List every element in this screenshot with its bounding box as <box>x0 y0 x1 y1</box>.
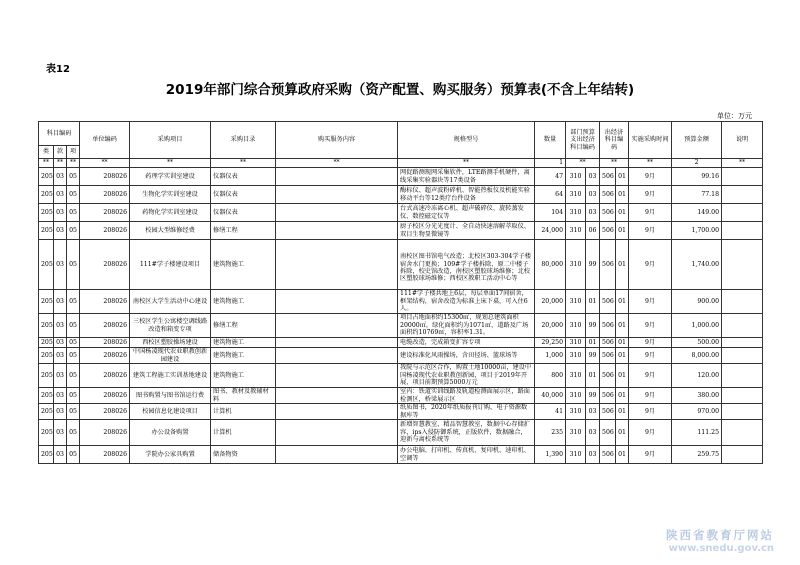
cell-catalog: 仪器仪表 <box>211 168 276 186</box>
header-catalog: 采购目录 <box>211 122 276 159</box>
cell-amount: 111.25 <box>672 420 722 446</box>
cell-catalog: 修缮工程 <box>211 314 276 338</box>
cell-xiang: 05 <box>67 204 80 222</box>
header-month: 实施采购时间 <box>629 122 672 159</box>
cell-qty: 235 <box>535 420 566 446</box>
cell-unit: 208026 <box>80 446 130 464</box>
cell-month: 9月 <box>629 290 672 314</box>
marker-cell: ** <box>39 159 54 168</box>
cell-e4: 01 <box>616 338 629 348</box>
spec-text: 厨子校区分光光度计、全自动快速溶解萃取仪、双目生物显微镜等 <box>400 223 530 238</box>
cell-e2: 99 <box>586 348 600 364</box>
cell-month: 9月 <box>629 186 672 204</box>
spec-text: 酶标仪、超声波粉碎机、智能热板仪及机能实验移动平台等12类疗台件设备 <box>400 187 530 202</box>
cell-note <box>722 168 763 186</box>
cell-xiang: 05 <box>67 168 80 186</box>
header-econ-code: 部门预算支出经济科目编码 <box>566 122 600 159</box>
cell-project: 学院办公家具购置 <box>130 446 211 464</box>
cell-e1: 310 <box>566 404 586 420</box>
marker-cell: ** <box>54 159 67 168</box>
watermark-url: www.snedu.gov.cn <box>668 543 774 554</box>
cell-kuan: 03 <box>54 446 67 464</box>
cell-xiang: 05 <box>67 290 80 314</box>
cell-project: 三校区学生公寓楼空调线路改造和箱变专项 <box>130 314 211 338</box>
cell-note <box>722 404 763 420</box>
cell-e1: 310 <box>566 364 586 388</box>
cell-e3: 506 <box>600 446 616 464</box>
marker-cell: ** <box>600 159 629 168</box>
header-lei: 类 <box>39 146 54 159</box>
header-spec: 规格型号 <box>398 122 535 159</box>
cell-unit: 208026 <box>80 222 130 240</box>
cell-qty: 64 <box>535 186 566 204</box>
cell-kuan: 03 <box>54 314 67 338</box>
cell-e4: 01 <box>616 348 629 364</box>
cell-e1: 310 <box>566 186 586 204</box>
table-row <box>39 204 763 222</box>
cell-e4: 01 <box>616 364 629 388</box>
cell-xiang: 05 <box>67 348 80 364</box>
cell-project: 药物化学实训室建设 <box>130 204 211 222</box>
cell-lei: 205 <box>39 204 54 222</box>
watermark-name: 陕西省教育厅网站 <box>666 528 774 542</box>
cell-kuan: 03 <box>54 240 67 290</box>
cell-month: 9月 <box>629 420 672 446</box>
cell-month: 9月 <box>629 364 672 388</box>
cell-e2: 99 <box>586 388 600 404</box>
cell-service <box>276 364 398 388</box>
cell-catalog: 建筑物施工 <box>211 364 276 388</box>
cell-catalog: 计算机 <box>211 420 276 446</box>
cell-service <box>276 404 398 420</box>
cell-lei: 205 <box>39 240 54 290</box>
cell-spec <box>398 240 535 290</box>
cell-spec <box>398 420 535 446</box>
cell-unit: 208026 <box>80 314 130 338</box>
cell-amount: 77.18 <box>672 186 722 204</box>
cell-e2: 03 <box>586 186 600 204</box>
cell-qty: 29,250 <box>535 338 566 348</box>
cell-e1: 310 <box>566 446 586 464</box>
spec-text: 台式高速冷冻离心机、超声破碎仪、旋转蒸发仪、数控磁定仪等 <box>400 205 524 220</box>
cell-e2: 03 <box>586 420 600 446</box>
cell-lei: 205 <box>39 338 54 348</box>
cell-e3: 506 <box>600 240 616 290</box>
cell-unit: 208026 <box>80 420 130 446</box>
cell-catalog: 储备物资 <box>211 446 276 464</box>
spec-text: 新增智慧教室、精品智慧教室，数据中心存储扩容，ips入侵防御系统，正版软件，数据融合，迎新与离校系统等 <box>400 421 530 444</box>
cell-lei: 205 <box>39 348 54 364</box>
cell-e2: 99 <box>586 240 600 290</box>
header-outflow-code: 出经济科目编码 <box>600 122 629 159</box>
cell-lei: 205 <box>39 168 54 186</box>
cell-e1: 310 <box>566 314 586 338</box>
table-row <box>39 420 763 446</box>
cell-spec <box>398 446 535 464</box>
cell-e2: 06 <box>586 222 600 240</box>
header-project: 采购项目 <box>130 122 211 159</box>
cell-e4: 01 <box>616 314 629 338</box>
cell-project: 南校区大学生活动中心建设 <box>130 290 211 314</box>
cell-xiang: 05 <box>67 314 80 338</box>
spec-text: 111#学子楼共地上6层，每层单面17间宿舍，框架结构，宿舍改造为标准上床下桌，可入住6人。 <box>400 290 528 313</box>
cell-xiang: 05 <box>67 388 80 404</box>
cell-month: 9月 <box>629 204 672 222</box>
spec-text: 电缆改造，完成箱变扩容专项 <box>400 338 481 346</box>
cell-catalog: 仪器仪表 <box>211 204 276 222</box>
cell-note <box>722 290 763 314</box>
cell-spec <box>398 388 535 404</box>
cell-amount: 1,000.00 <box>672 314 722 338</box>
cell-month: 9月 <box>629 348 672 364</box>
cell-e1: 310 <box>566 222 586 240</box>
cell-xiang: 05 <box>67 446 80 464</box>
cell-unit: 208026 <box>80 338 130 348</box>
cell-month: 9月 <box>629 222 672 240</box>
table-row <box>39 290 763 314</box>
table-row <box>39 404 763 420</box>
cell-month: 9月 <box>629 314 672 338</box>
cell-spec <box>398 290 535 314</box>
header-xiang: 项 <box>67 146 80 159</box>
cell-e4: 01 <box>616 204 629 222</box>
cell-xiang: 05 <box>67 364 80 388</box>
cell-note <box>722 240 763 290</box>
cell-project: 建筑工程施工实训基地建设 <box>130 364 211 388</box>
spec-text: 南校区图书馆电气改造；北校区303-304学子楼宿舍水门更换；109#学子楼拆除，原二中楼子拆除，校史馆改造，南校区塑胶球场维修；北校区塑胶球场维修；西校区教职工活动中心等 <box>400 253 531 283</box>
cell-note <box>722 186 763 204</box>
cell-qty: 24,000 <box>535 222 566 240</box>
cell-note <box>722 314 763 338</box>
cell-kuan: 03 <box>54 222 67 240</box>
marker-cell: ** <box>722 159 763 168</box>
cell-amount: 1,740.00 <box>672 240 722 290</box>
cell-note <box>722 388 763 404</box>
cell-kuan: 03 <box>54 404 67 420</box>
cell-service <box>276 222 398 240</box>
cell-unit: 208026 <box>80 240 130 290</box>
cell-amount: 8,000.00 <box>672 348 722 364</box>
cell-qty: 41 <box>535 404 566 420</box>
cell-kuan: 03 <box>54 348 67 364</box>
marker-cell: ** <box>629 159 672 168</box>
cell-project: 校园大型维修经费 <box>130 222 211 240</box>
cell-xiang: 05 <box>67 222 80 240</box>
cell-e1: 310 <box>566 338 586 348</box>
cell-month: 9月 <box>629 388 672 404</box>
cell-kuan: 03 <box>54 290 67 314</box>
cell-e4: 01 <box>616 404 629 420</box>
cell-amount: 259.75 <box>672 446 722 464</box>
cell-unit: 208026 <box>80 348 130 364</box>
cell-catalog: 建筑物施工 <box>211 338 276 348</box>
cell-kuan: 03 <box>54 168 67 186</box>
cell-spec <box>398 204 535 222</box>
cell-service <box>276 388 398 404</box>
cell-lei: 205 <box>39 404 54 420</box>
cell-spec <box>398 314 535 338</box>
cell-e1: 310 <box>566 348 586 364</box>
cell-spec <box>398 222 535 240</box>
cell-e4: 01 <box>616 388 629 404</box>
table-row <box>39 338 763 348</box>
cell-xiang: 05 <box>67 186 80 204</box>
cell-e4: 01 <box>616 420 629 446</box>
cell-qty: 40,000 <box>535 388 566 404</box>
cell-spec <box>398 404 535 420</box>
cell-service <box>276 314 398 338</box>
cell-e3: 506 <box>600 348 616 364</box>
marker-cell: ** <box>211 159 276 168</box>
cell-unit: 208026 <box>80 364 130 388</box>
cell-note <box>722 364 763 388</box>
header-qty: 数量 <box>535 122 566 159</box>
cell-e3: 506 <box>600 314 616 338</box>
cell-e2: 99 <box>586 314 600 338</box>
cell-amount: 500.00 <box>672 338 722 348</box>
cell-e3: 506 <box>600 388 616 404</box>
header-unit-code: 单位编码 <box>80 122 130 159</box>
cell-project: 111#学子楼建设项目 <box>130 240 211 290</box>
cell-lei: 205 <box>39 446 54 464</box>
cell-spec <box>398 338 535 348</box>
cell-month: 9月 <box>629 446 672 464</box>
cell-catalog: 建筑物施工 <box>211 348 276 364</box>
cell-qty: 800 <box>535 364 566 388</box>
cell-kuan: 03 <box>54 420 67 446</box>
cell-service <box>276 186 398 204</box>
spec-text: 项目占地面积约15300㎡，规划总建筑面积20000㎡，绿化面积约为1071㎡，道路及广场面积约10769㎡，容积率1.31。 <box>400 314 529 337</box>
cell-e4: 01 <box>616 168 629 186</box>
header-subject-code: 科目编码 <box>39 122 80 146</box>
cell-note <box>722 222 763 240</box>
cell-project: 西校区塑胶操场建设 <box>130 338 211 348</box>
cell-month: 9月 <box>629 168 672 186</box>
cell-e2: 03 <box>586 404 600 420</box>
cell-service <box>276 168 398 186</box>
cell-kuan: 03 <box>54 364 67 388</box>
table-row <box>39 168 763 186</box>
cell-unit: 208026 <box>80 168 130 186</box>
cell-e1: 310 <box>566 388 586 404</box>
cell-project: 校园信息化建设项目 <box>130 404 211 420</box>
cell-service <box>276 338 398 348</box>
cell-qty: 104 <box>535 204 566 222</box>
cell-lei: 205 <box>39 222 54 240</box>
cell-e3: 506 <box>600 420 616 446</box>
table-row <box>39 364 763 388</box>
cell-unit: 208026 <box>80 290 130 314</box>
cell-e2: 01 <box>586 364 600 388</box>
cell-catalog: 仪器仪表 <box>211 186 276 204</box>
cell-catalog: 建筑物施工 <box>211 290 276 314</box>
cell-spec <box>398 186 535 204</box>
cell-e2: 01 <box>586 290 600 314</box>
cell-month: 9月 <box>629 240 672 290</box>
cell-e4: 01 <box>616 240 629 290</box>
cell-kuan: 03 <box>54 338 67 348</box>
table-row <box>39 222 763 240</box>
cell-e4: 01 <box>616 290 629 314</box>
cell-amount: 1,700.00 <box>672 222 722 240</box>
cell-spec <box>398 168 535 186</box>
spec-text: 室内：铁道实训线路及轨道检测面展示区，路面检测区，桥梁展示区 <box>400 388 530 403</box>
cell-catalog: 计算机 <box>211 404 276 420</box>
cell-amount: 900.00 <box>672 290 722 314</box>
spec-text: 网促路测现网采集软件，LTE路测手机硬件，离线采集实验器块等17类设备 <box>400 169 530 184</box>
cell-amount: 380.00 <box>672 388 722 404</box>
cell-unit: 208026 <box>80 204 130 222</box>
table-row <box>39 348 763 364</box>
spec-text: 我院与示范区合作，购置土地10000亩，建设中国杨凌现代农业职教创新园，项目于2019年开展，项目前期预算5000万元 <box>400 364 532 387</box>
table-row <box>39 446 763 464</box>
cell-month: 9月 <box>629 404 672 420</box>
cell-note <box>722 446 763 464</box>
cell-service <box>276 204 398 222</box>
cell-e2: 01 <box>586 338 600 348</box>
marker-cell: 2 <box>672 159 722 168</box>
table-body <box>39 168 763 464</box>
cell-xiang: 05 <box>67 404 80 420</box>
spec-text: 建设标准化风雨操场，含田径场、篮球场等 <box>400 351 518 359</box>
cell-project: 中国杨凌现代农业职教创新园建设 <box>130 348 211 364</box>
cell-unit: 208026 <box>80 388 130 404</box>
cell-note <box>722 338 763 348</box>
table-row <box>39 240 763 290</box>
page-title: 2019年部门综合预算政府采购（资产配置、购买服务）预算表(不含上年结转) <box>165 82 635 98</box>
cell-e4: 01 <box>616 222 629 240</box>
cell-kuan: 03 <box>54 186 67 204</box>
cell-e1: 310 <box>566 240 586 290</box>
cell-e3: 506 <box>600 168 616 186</box>
cell-service <box>276 240 398 290</box>
cell-amount: 970.00 <box>672 404 722 420</box>
cell-amount: 120.00 <box>672 364 722 388</box>
cell-lei: 205 <box>39 364 54 388</box>
marker-cell: ** <box>130 159 211 168</box>
cell-lei: 205 <box>39 314 54 338</box>
cell-e1: 310 <box>566 420 586 446</box>
cell-unit: 208026 <box>80 404 130 420</box>
spec-text: 办公电脑、打印机、传真机、复印机、速印机、空调等 <box>400 447 530 462</box>
cell-xiang: 05 <box>67 240 80 290</box>
table-row <box>39 186 763 204</box>
unit-label: 单位：万元 <box>717 112 752 120</box>
cell-spec <box>398 364 535 388</box>
cell-lei: 205 <box>39 388 54 404</box>
cell-e3: 506 <box>600 204 616 222</box>
cell-e1: 310 <box>566 168 586 186</box>
header-service: 购买服务内容 <box>276 122 398 159</box>
cell-amount: 149.00 <box>672 204 722 222</box>
marker-cell: ** <box>566 159 600 168</box>
marker-cell: ** <box>67 159 80 168</box>
cell-unit: 208026 <box>80 186 130 204</box>
cell-e3: 506 <box>600 222 616 240</box>
cell-note <box>722 204 763 222</box>
cell-qty: 20,000 <box>535 314 566 338</box>
cell-project: 办公设备购置 <box>130 420 211 446</box>
cell-e3: 506 <box>600 290 616 314</box>
cell-e3: 506 <box>600 364 616 388</box>
cell-lei: 205 <box>39 186 54 204</box>
header-note: 说明 <box>722 122 763 159</box>
cell-lei: 205 <box>39 290 54 314</box>
cell-e3: 506 <box>600 404 616 420</box>
table-row <box>39 314 763 338</box>
cell-project: 图书购置与图书馆运行费 <box>130 388 211 404</box>
cell-e2: 03 <box>586 204 600 222</box>
cell-qty: 1,000 <box>535 348 566 364</box>
header-amount: 预算金额 <box>672 122 722 159</box>
cell-kuan: 03 <box>54 204 67 222</box>
marker-cell: 1 <box>535 159 566 168</box>
cell-amount: 99.16 <box>672 168 722 186</box>
cell-lei: 205 <box>39 420 54 446</box>
cell-catalog: 图书、教材及教辅材料 <box>211 388 276 404</box>
header-kuan: 款 <box>54 146 67 159</box>
cell-xiang: 05 <box>67 420 80 446</box>
cell-catalog: 建筑物施工 <box>211 240 276 290</box>
cell-qty: 20,000 <box>535 290 566 314</box>
cell-e4: 01 <box>616 446 629 464</box>
cell-project: 生物化学实训室建设 <box>130 186 211 204</box>
cell-service <box>276 446 398 464</box>
table-row <box>39 388 763 404</box>
cell-e4: 01 <box>616 186 629 204</box>
marker-cell: ** <box>398 159 535 168</box>
cell-e1: 310 <box>566 204 586 222</box>
cell-qty: 1,390 <box>535 446 566 464</box>
cell-project: 药理学实训室建设 <box>130 168 211 186</box>
cell-kuan: 03 <box>54 388 67 404</box>
procurement-table <box>38 121 763 464</box>
cell-e1: 310 <box>566 290 586 314</box>
cell-service <box>276 420 398 446</box>
marker-cell: ** <box>276 159 398 168</box>
table-label: 表12 <box>46 64 70 75</box>
watermark <box>604 527 774 554</box>
cell-catalog: 修缮工程 <box>211 222 276 240</box>
cell-month: 9月 <box>629 338 672 348</box>
cell-note <box>722 348 763 364</box>
cell-e2: 03 <box>586 168 600 186</box>
cell-service <box>276 348 398 364</box>
marker-cell: ** <box>80 159 130 168</box>
cell-e3: 506 <box>600 338 616 348</box>
cell-qty: 47 <box>535 168 566 186</box>
cell-spec <box>398 348 535 364</box>
cell-service <box>276 290 398 314</box>
cell-e3: 506 <box>600 186 616 204</box>
cell-e2: 03 <box>586 446 600 464</box>
cell-note <box>722 420 763 446</box>
spec-text: 纸质图书，2020年纸质报刊订购，电子资源数据库等 <box>400 404 528 419</box>
cell-qty: 80,000 <box>535 240 566 290</box>
cell-xiang: 05 <box>67 338 80 348</box>
